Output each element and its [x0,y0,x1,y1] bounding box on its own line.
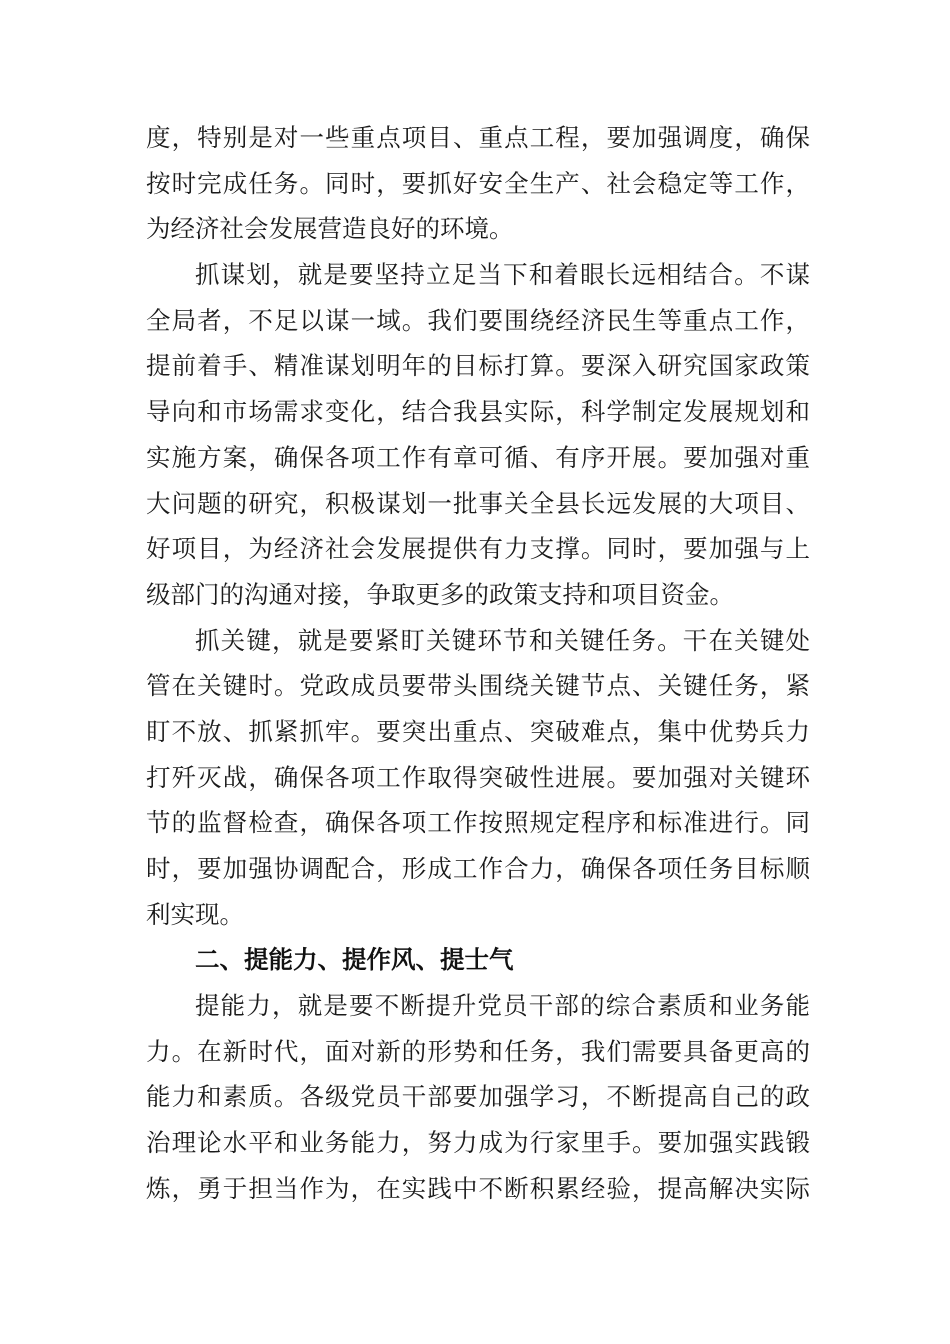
text-line: 为经济社会发展营造良好的环境。 [146,214,514,244]
text-line: 大问题的研究，积极谋划一批事关全县长远发展的大项目、 [146,488,810,518]
text-line: 导向和市场需求变化，结合我县实际，科学制定发展规划和 [146,397,810,427]
text-line: 度，特别是对一些重点项目、重点工程，要加强调度，确保 [146,123,810,152]
text-line: 级部门的沟通对接，争取更多的政策支持和项目资金。 [146,579,734,609]
document-page [146,115,810,1212]
text-line: 盯不放、抓紧抓牢。要突出重点、突破难点，集中优势兵力 [146,716,810,746]
text-line: 节的监督检查，确保各项工作按照规定程序和标准进行。同 [146,808,810,838]
text-line: 提能力，就是要不断提升党员干部的综合素质和业务能 [195,991,810,1021]
text-line: 利实现。 [146,899,244,929]
paragraph-3 [146,618,810,938]
text-line: 抓谋划，就是要坚持立足当下和着眼长远相结合。不谋 [195,260,810,290]
text-line: 治理论水平和业务能力，努力成为行家里手。要加强实践锻 [146,1128,810,1158]
text-line: 按时完成任务。同时，要抓好安全生产、社会稳定等工作， [146,168,810,198]
text-line: 提前着手、精准谋划明年的目标打算。要深入研究国家政策 [146,351,810,381]
text-line: 抓关键，就是要紧盯关键环节和关键任务。干在关键处 [195,625,810,655]
paragraph-4 [146,983,810,1211]
text-line: 力。在新时代，面对新的形势和任务，我们需要具备更高的 [146,1036,810,1066]
paragraph-2 [146,252,810,618]
text-line: 打歼灭战，确保各项工作取得突破性进展。要加强对关键环 [146,762,810,792]
text-line: 能力和素质。各级党员干部要加强学习，不断提高自己的政 [146,1082,810,1112]
text-line: 炼，勇于担当作为，在实践中不断积累经验，提高解决实际 [146,1173,810,1203]
paragraph-1 [146,115,810,252]
text-line: 实施方案，确保各项工作有章可循、有序开展。要加强对重 [146,442,810,472]
text-line: 管在关键时。党政成员要带头围绕关键节点、关键任务，紧 [146,671,810,701]
text-line: 好项目，为经济社会发展提供有力支撑。同时，要加强与上 [146,534,810,564]
section-heading: 二、提能力、提作风、提士气 [195,945,514,975]
text-line: 时，要加强协调配合，形成工作合力，确保各项任务目标顺 [146,854,810,883]
text-line: 全局者，不足以谋一域。我们要围绕经济民生等重点工作， [146,305,810,335]
